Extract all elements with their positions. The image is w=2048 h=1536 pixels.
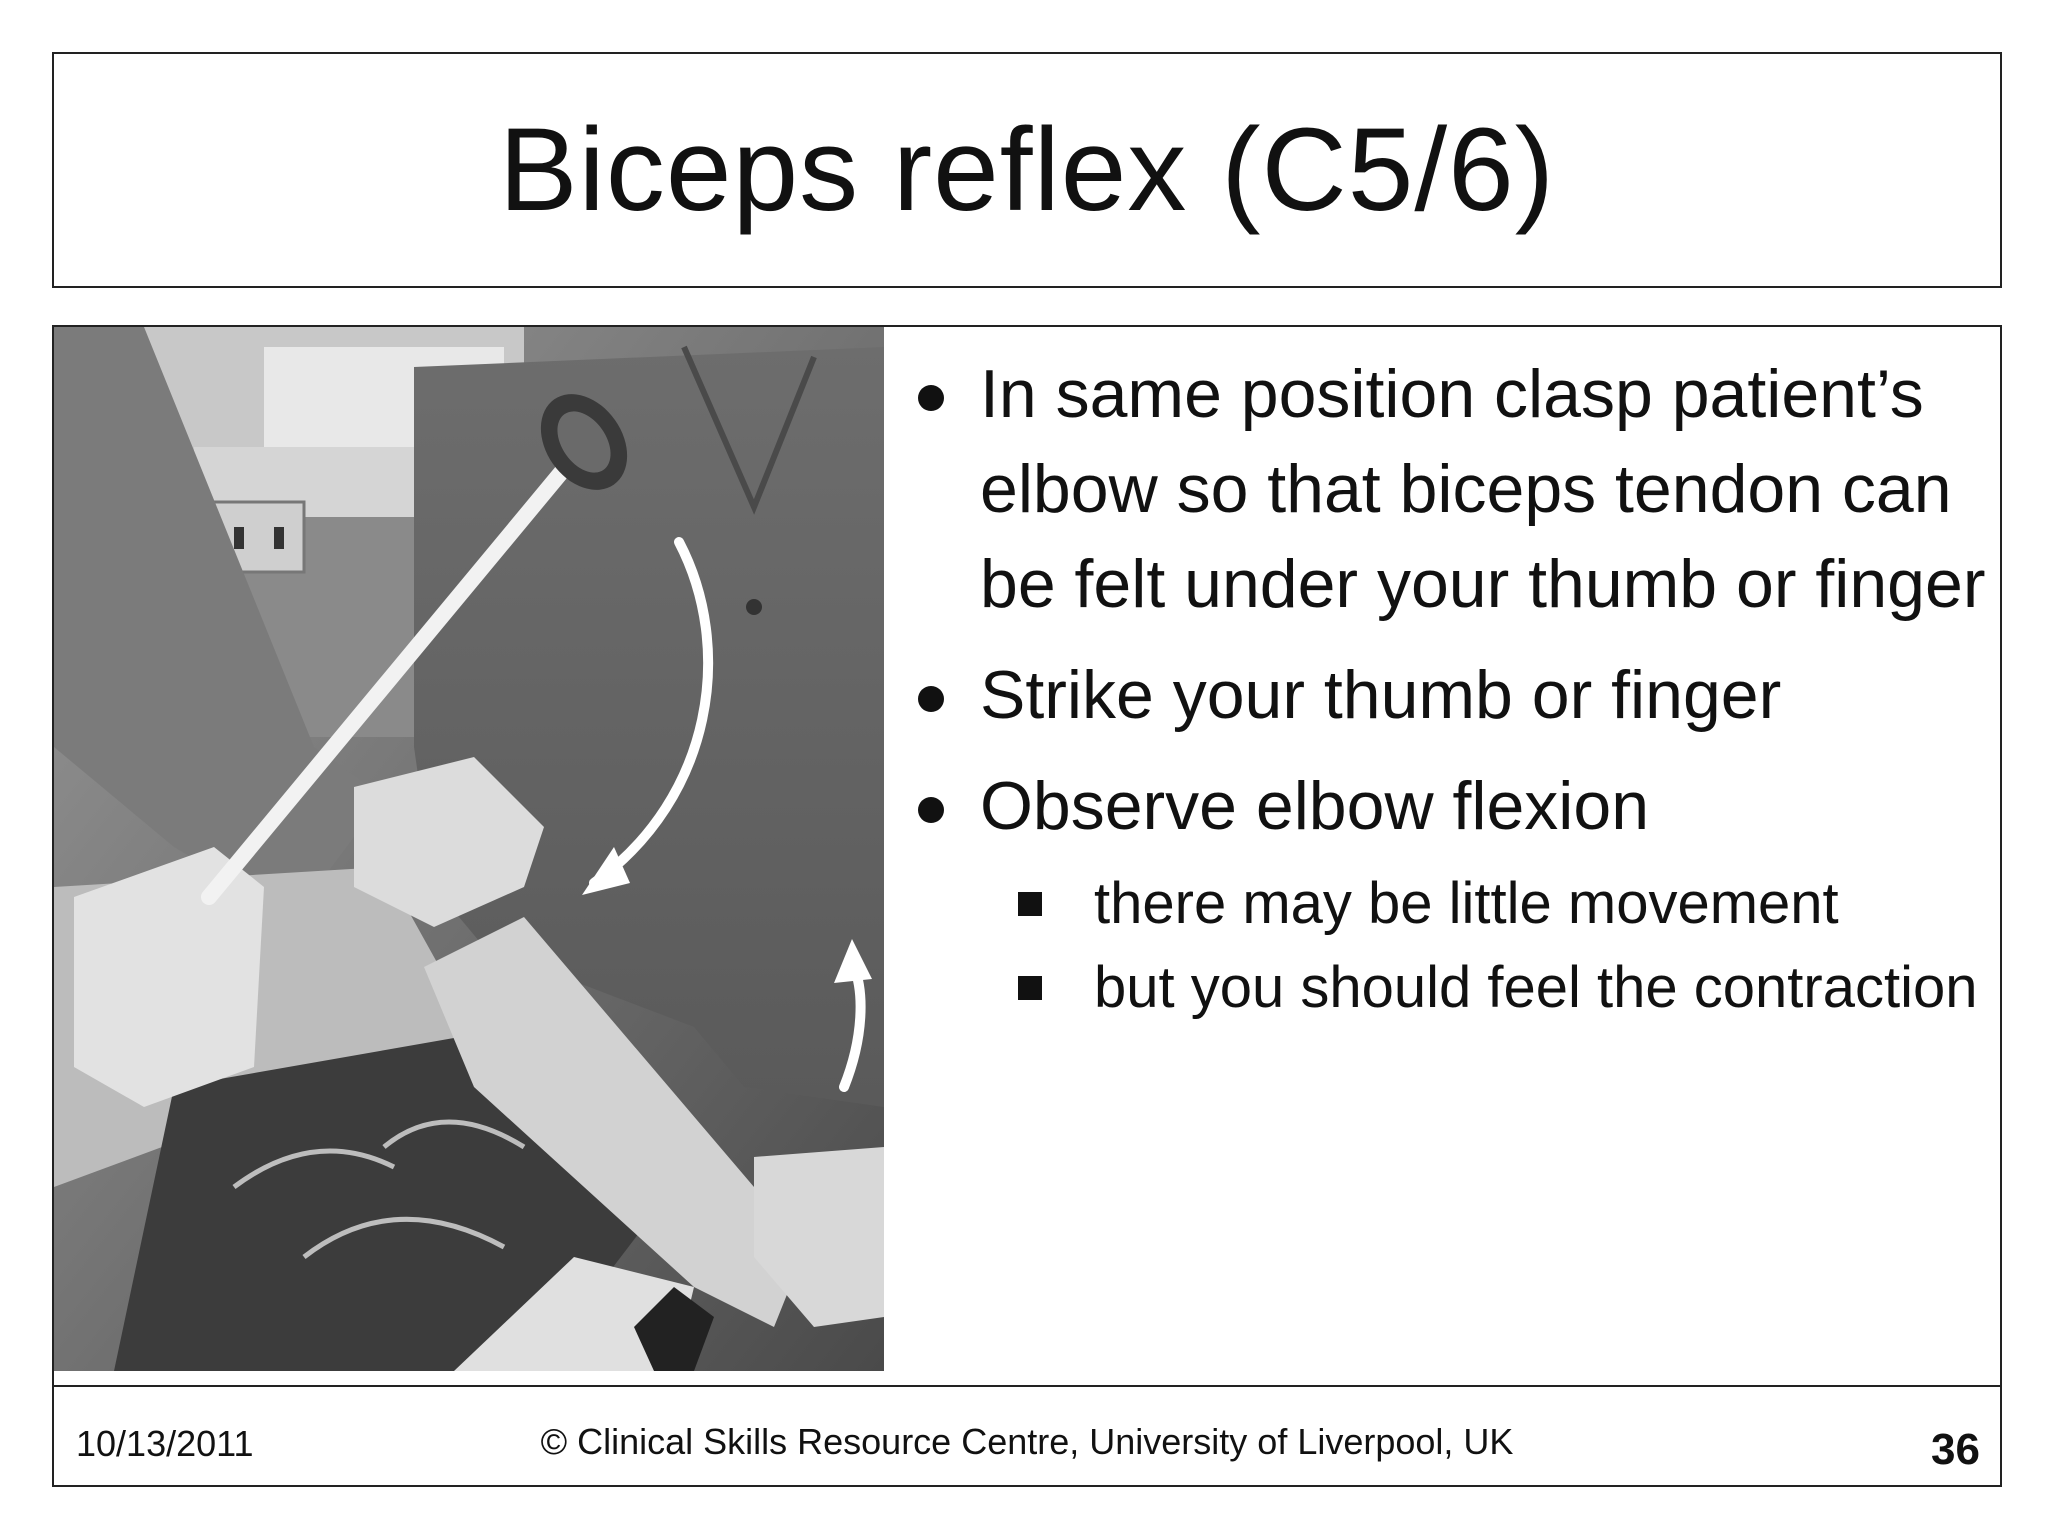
content-box bbox=[52, 325, 2002, 1487]
sub-list-item bbox=[1016, 946, 1994, 1030]
sub-bullet-text: there may be little movement bbox=[1094, 871, 1839, 936]
list-item bbox=[900, 759, 1996, 854]
slide-title: Biceps reflex (C5/6) bbox=[498, 104, 1556, 236]
bullet-dot-icon bbox=[918, 686, 944, 712]
sub-list-container bbox=[900, 870, 1996, 1038]
list-item bbox=[900, 347, 1996, 632]
footer-date: 10/13/2011 bbox=[76, 1423, 254, 1464]
sub-bullet-text: but you should feel the contraction bbox=[1094, 955, 1978, 1020]
footer bbox=[54, 1393, 2000, 1485]
bullet-list bbox=[900, 347, 1996, 1038]
bullet-text: Strike your thumb or finger bbox=[980, 657, 1782, 733]
footer-divider bbox=[54, 1385, 2000, 1387]
bullet-square-icon bbox=[1018, 892, 1042, 916]
bullet-dot-icon bbox=[918, 797, 944, 823]
bullet-square-icon bbox=[1018, 976, 1042, 1000]
list-item bbox=[900, 648, 1996, 743]
bullet-text: In same position clasp patient’s elbow so that biceps tendon can be felt under your thumb or finger bbox=[980, 356, 1986, 622]
sub-bullet-list bbox=[1016, 862, 2048, 1030]
sub-list-item bbox=[1016, 862, 1994, 946]
bullet-dot-icon bbox=[918, 385, 944, 411]
reflex-photo bbox=[54, 327, 884, 1371]
bullet-text: Observe elbow flexion bbox=[980, 768, 1650, 844]
page-number: 36 bbox=[1931, 1425, 1980, 1474]
footer-copyright: © Clinical Skills Resource Centre, University of Liverpool, UK bbox=[540, 1421, 1514, 1462]
title-box bbox=[52, 52, 2002, 288]
